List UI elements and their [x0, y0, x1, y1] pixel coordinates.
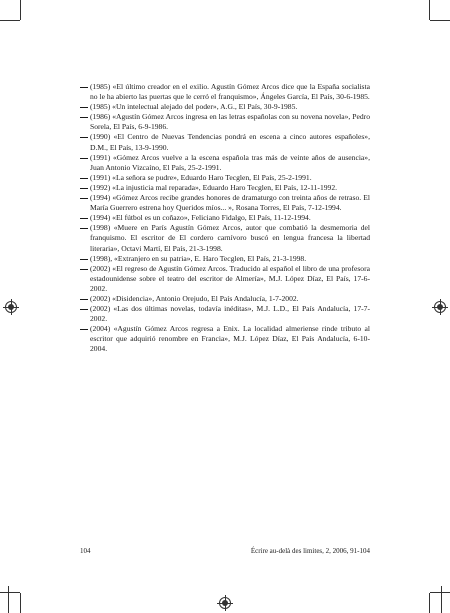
page-number: 104 [80, 547, 91, 555]
entry-dash [80, 158, 88, 159]
entry-dash [80, 137, 88, 138]
bibliography-entry [80, 132, 370, 152]
entry-dash [80, 178, 88, 179]
entry-dash [80, 299, 88, 300]
crop-mark [429, 593, 430, 613]
entry-text: (2002) «Disidencia», Antonio Orejudo, El País Andalucía, 1-7-2002. [90, 293, 299, 303]
entry-text: (2002) «Las dos últimas novelas, todavía inéditas», M.J. L.D., El País Andalucía, 17-7-2002. [90, 304, 370, 324]
bibliography-entry [80, 193, 370, 213]
entry-text: (1998) «Muere en París Agustín Gómez Arcos, autor que combatió la desmemoria del franquismo. El escritor de El cordero carnívoro buscó en lengua francesa la libertad literaria», Octavi Martí, El País, 21-3-1998. [90, 223, 370, 253]
crop-mark [20, 0, 21, 20]
bibliography-entry [80, 213, 370, 223]
bibliography-entry [80, 82, 370, 102]
bibliography-entry [80, 112, 370, 132]
bibliography-entry [80, 173, 370, 183]
bibliography-entry [80, 294, 370, 304]
bibliography-entry [80, 254, 370, 264]
crop-mark [0, 20, 20, 21]
entry-dash [80, 87, 88, 88]
entry-dash [80, 228, 88, 229]
running-title: Écrire au-delà des limites, 2, 2006, 91-104 [250, 547, 370, 555]
entry-text: (1985) «El último creador en el exilio. Agustín Gómez Arcos dice que la España socialista no le ha abierto las puertas que le cerró el franquismo», Ángeles García, El País, 30-6-1985. [90, 82, 370, 102]
entry-dash [80, 269, 88, 270]
entry-dash [80, 309, 88, 310]
bibliography-entry [80, 304, 370, 324]
registration-mark-icon [5, 301, 17, 313]
registration-mark-icon [219, 597, 231, 609]
bibliography-entry [80, 153, 370, 173]
entry-dash [80, 198, 88, 199]
crop-mark [441, 586, 442, 613]
entry-dash [80, 117, 88, 118]
entry-text: (1990) «El Centro de Nuevas Tendencias pondrá en escena a cinco autores españoles», D.M., El País, 13-9-1990. [90, 132, 370, 152]
entry-dash [80, 188, 88, 189]
entry-text: (2002) «El regreso de Agustín Gómez Arcos. Traducido al español el libro de una profesora estadounidense sobre el teatro del escritor de Almería», M.J. López Díaz, El País, 17-6-2002. [90, 263, 370, 293]
entry-text: (1985) «Un intelectual alejado del poder», A.G., El País, 30-9-1985. [90, 102, 298, 112]
entry-dash [80, 329, 88, 330]
entry-text: (1994) «El fútbol es un coñazo», Feliciano Fidalgo, El País, 11-12-1994. [90, 213, 311, 223]
bibliography-entry [80, 324, 370, 354]
entry-text: (1994) «Gómez Arcos recibe grandes honores de dramaturgo con treinta años de retraso. El María Guerrero estrena hoy Queridos míos... », Rosana Torres, El País, 7-12-1994. [90, 193, 370, 213]
bibliography-entry [80, 264, 370, 294]
entry-text: (2004) «Agustín Gómez Arcos regresa a Enix. La localidad almeriense rinde tributo al escritor que adquirió renombre en Francia», M.J. López Díaz, El País Andalucía, 6-10-2004. [90, 324, 370, 354]
bibliography-entry [80, 223, 370, 253]
entry-text: (1991) «Gómez Arcos vuelve a la escena española tras más de veinte años de ausencia», Juan Antonio Vizcaíno, El País, 25-2-1991. [90, 152, 370, 172]
registration-mark-icon [434, 301, 446, 313]
entry-text: (1991) «La señora se pudre», Eduardo Haro Tecglen, El País, 25-2-1991. [90, 172, 312, 182]
entry-dash [80, 259, 88, 260]
entry-dash [80, 218, 88, 219]
crop-mark [20, 593, 21, 613]
crop-mark [429, 0, 430, 20]
entry-text: (1986) «Agustín Gómez Arcos ingresa en las letras españolas con su novena novela», Pedro Sorela, El País, 6-9-1986. [90, 112, 370, 132]
entry-dash [80, 107, 88, 108]
bibliography-entry [80, 183, 370, 193]
crop-mark [0, 592, 20, 593]
crop-mark [8, 586, 9, 613]
entry-text: (1998), «Extranjero en su patria», E. Haro Tecglen, El País, 21-3-1998. [90, 253, 307, 263]
bibliography-entry [80, 102, 370, 112]
bibliography-list [80, 82, 370, 355]
entry-text: (1992) «La injusticia mal reparada», Eduardo Haro Tecglen, El País, 12-11-1992. [90, 182, 338, 192]
crop-mark [430, 592, 450, 593]
crop-mark [430, 20, 450, 21]
